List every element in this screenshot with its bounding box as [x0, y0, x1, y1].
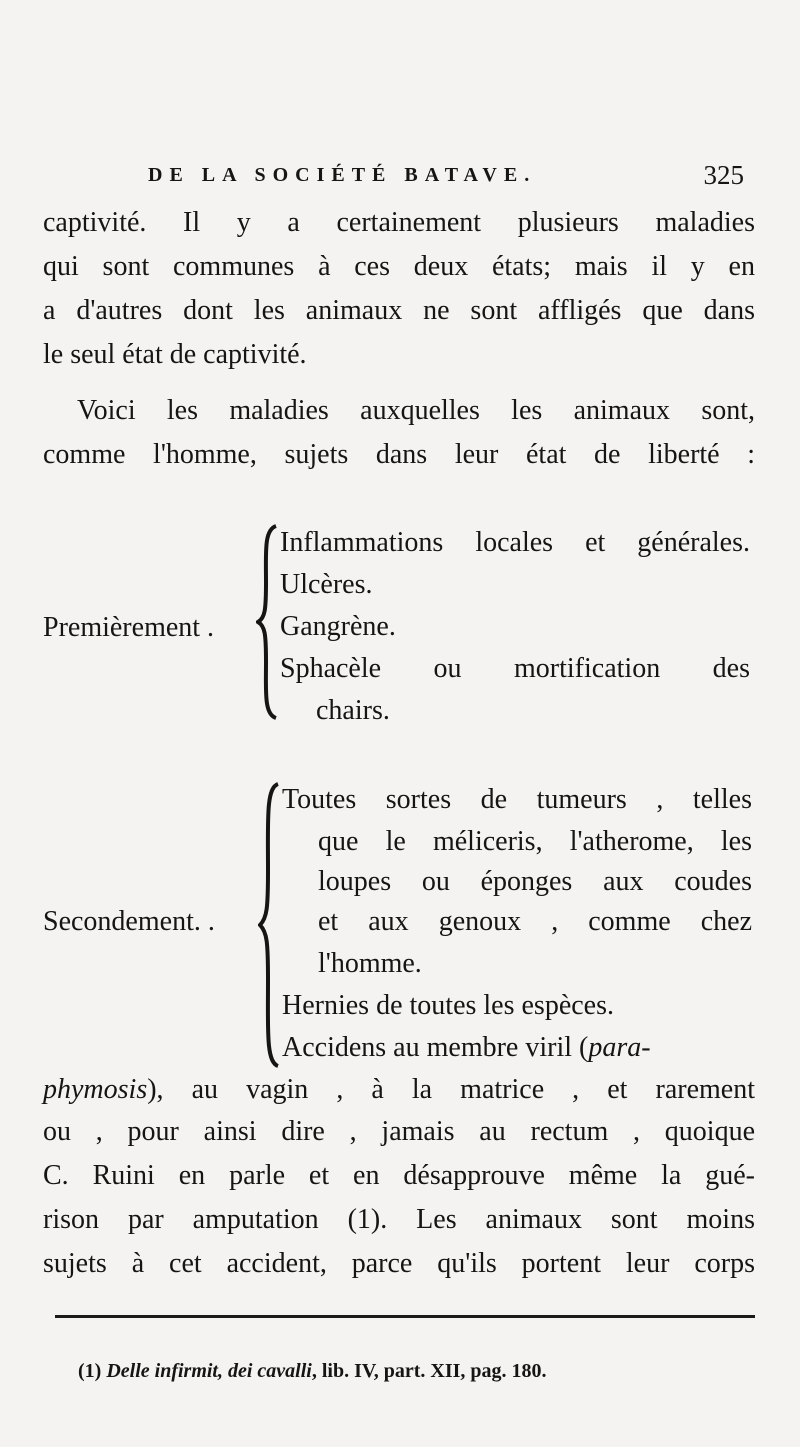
- group-1-item-4: Sphacèle ou mortification des: [280, 653, 750, 684]
- group-2-item-1: Toutes sortes de tumeurs , telles: [282, 784, 752, 815]
- footnote-rule: [55, 1315, 755, 1318]
- group-2-brace: [258, 780, 282, 1070]
- footnote-title: Delle infirmit, dei cavalli: [106, 1360, 312, 1382]
- paragraph-3-line-3: C. Ruini en parle et en désapprouve même la gué-: [43, 1160, 755, 1191]
- group-2-item-1-cont-b: loupes ou éponges aux coudes: [318, 866, 752, 897]
- paragraph-2-line-2: comme l'homme, sujets dans leur état de liberté :: [43, 439, 755, 470]
- paragraph-1-line-1: captivité. Il y a certainement plusieurs maladies: [43, 207, 755, 238]
- running-head: [148, 160, 748, 194]
- paragraph-3-line-1: [43, 1070, 755, 1110]
- paragraph-1-line-3: a d'autres dont les animaux ne sont affligés que dans: [43, 295, 755, 326]
- group-2-item-3-text: Accidens au membre viril (: [282, 1032, 589, 1063]
- group-2-item-1-cont-d: l'homme.: [318, 948, 422, 979]
- footnote: [78, 1356, 758, 1386]
- paragraph-1-line-4: le seul état de captivité.: [43, 339, 307, 370]
- group-2-item-1-cont-c: et aux genoux , comme chez: [318, 906, 752, 937]
- group-1-label: Premièrement .: [43, 612, 215, 643]
- paragraph-3-line-4: rison par amputation (1). Les animaux sont moins: [43, 1204, 755, 1235]
- group-2-item-3-italic: para-: [588, 1032, 651, 1063]
- group-2-item-1-cont-a: que le méliceris, l'atherome, les: [318, 826, 752, 857]
- group-2-label: Secondement. .: [43, 906, 215, 937]
- group-2-item-2: Hernies de toutes les espèces.: [282, 990, 614, 1021]
- group-1-item-4-cont: chairs.: [316, 695, 390, 726]
- group-1-brace: [256, 522, 280, 722]
- paragraph-3-line-1-rest: ), au vagin , à la matrice , et rarement: [147, 1074, 755, 1105]
- footnote-marker: (1): [78, 1360, 102, 1382]
- group-2-item-3: [282, 1028, 752, 1068]
- footnote-reference: , lib. IV, part. XII, pag. 180.: [311, 1360, 547, 1382]
- page-number: 325: [703, 160, 744, 190]
- group-1-item-1: Inflammations locales et générales.: [280, 527, 750, 558]
- paragraph-3-line-5: sujets à cet accident, parce qu'ils portent leur corps: [43, 1248, 755, 1279]
- running-title: DE LA SOCIÉTÉ BATAVE.: [148, 164, 537, 186]
- paragraph-3-italic-word: phymosis: [43, 1074, 148, 1105]
- group-1-item-2: Ulcères.: [280, 569, 373, 600]
- paragraph-1-line-2: qui sont communes à ces deux états; mais il y en: [43, 251, 755, 282]
- group-1-item-3: Gangrène.: [280, 611, 396, 642]
- paragraph-2-line-1: Voici les maladies auxquelles les animaux sont,: [77, 395, 755, 426]
- paragraph-3-line-2: ou , pour ainsi dire , jamais au rectum , quoique: [43, 1116, 755, 1147]
